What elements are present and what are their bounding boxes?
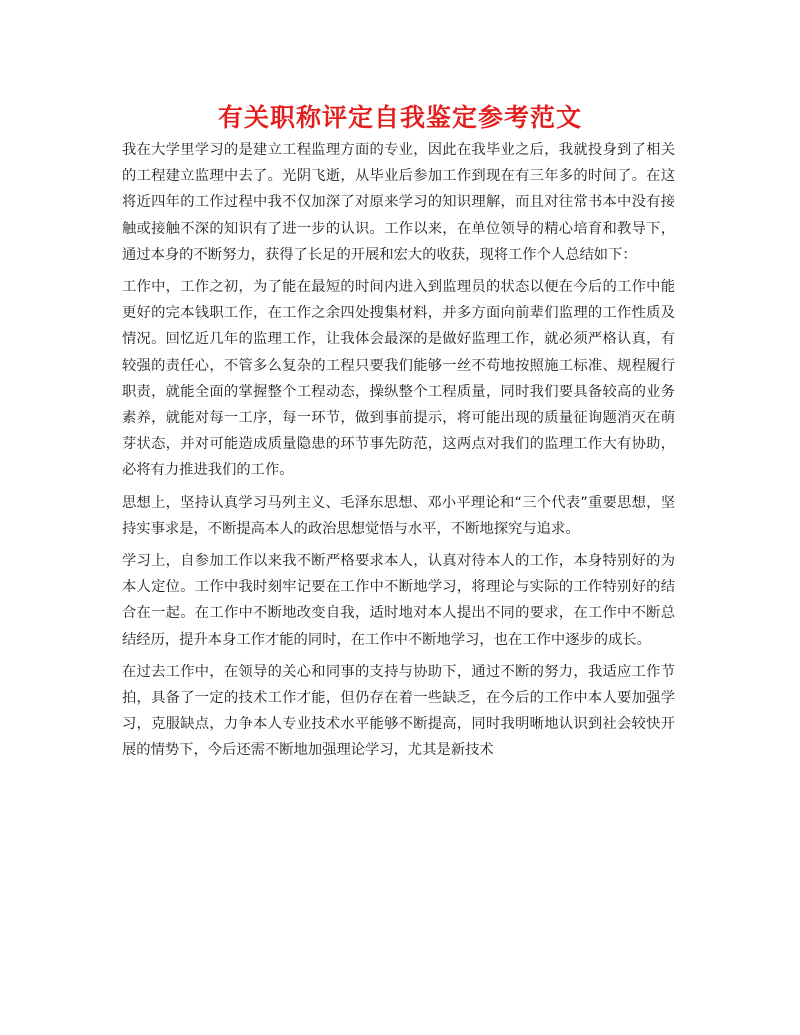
paragraph-study: 学习上，自参加工作以来我不断严格要求本人，认真对待本人的工作，本身特别好的为本人定位。工作中我时刻牢记要在工作中不断地学习，将理论与实际的工作特别好的结合在一起。在工作中不断地改变自我，适时地对本人提出不同的要求，在工作中不断总结经历，提升本身工作才能的同时，在工作中不断地学习，也在工作中逐步的成长。 — [122, 553, 675, 648]
document-title: 有关职称评定自我鉴定参考范文 — [217, 103, 582, 132]
paragraph-work: 工作中，工作之初，为了能在最短的时间内进入到监理员的状态以便在今后的工作中能更好的完本钱职工作，在工作之余四处搜集材料，并多方面向前辈们监理的工作性质及情况。回忆近几年的监理工作，让我体会最深的是做好监理工作，就必须严格认真，有较强的责任心，不管多么复杂的工程只要我们能够一丝不苟地按照施工标准、规程履行职责，就能全面的掌握整个工程动态，操纵整个工程质量，同时我们要具备较高的业务素养，就能对每一工序，每一环节，做到事前提示，将可能出现的质量征询题消灭在萌芽状态，并对可能造成质量隐患的环节事先防范，这两点对我们的监理工作大有协助，必将有力推进我们的工作。 — [122, 279, 675, 479]
paragraph-intro: 我在大学里学习的是建立工程监理方面的专业，因此在我毕业之后，我就投身到了相关的工程建立监理中去了。光阴飞逝，从毕业后参加工作到现在有三年多的时间了。在这将近四年的工作过程中我不仅加深了对原来学习的知识理解，而且对往常书本中没有接触或接触不深的知识有了进一步的认识。工作以来，在单位领导的精心培育和教导下，通过本身的不断努力，获得了长足的开展和宏大的收获，现将工作个人总结如下： — [122, 142, 675, 263]
paragraph-thought: 思想上，坚持认真学习马列主义、毛泽东思想、邓小平理论和“三个代表”重要思想，坚持实事求是，不断提高本人的政治思想觉悟与水平，不断地探究与追求。 — [122, 494, 675, 537]
paragraph-summary: 在过去工作中，在领导的关心和同事的支持与协助下，通过不断的努力，我适应工作节拍，具备了一定的技术工作才能，但仍存在着一些缺乏，在今后的工作中本人要加强学习，克服缺点，力争本人专业技术水平能够不断提高，同时我明晰地认识到社会较快开展的情势下，今后还需不断地加强理论学习，尤其是新技术 — [122, 663, 675, 759]
document-body — [122, 137, 675, 764]
